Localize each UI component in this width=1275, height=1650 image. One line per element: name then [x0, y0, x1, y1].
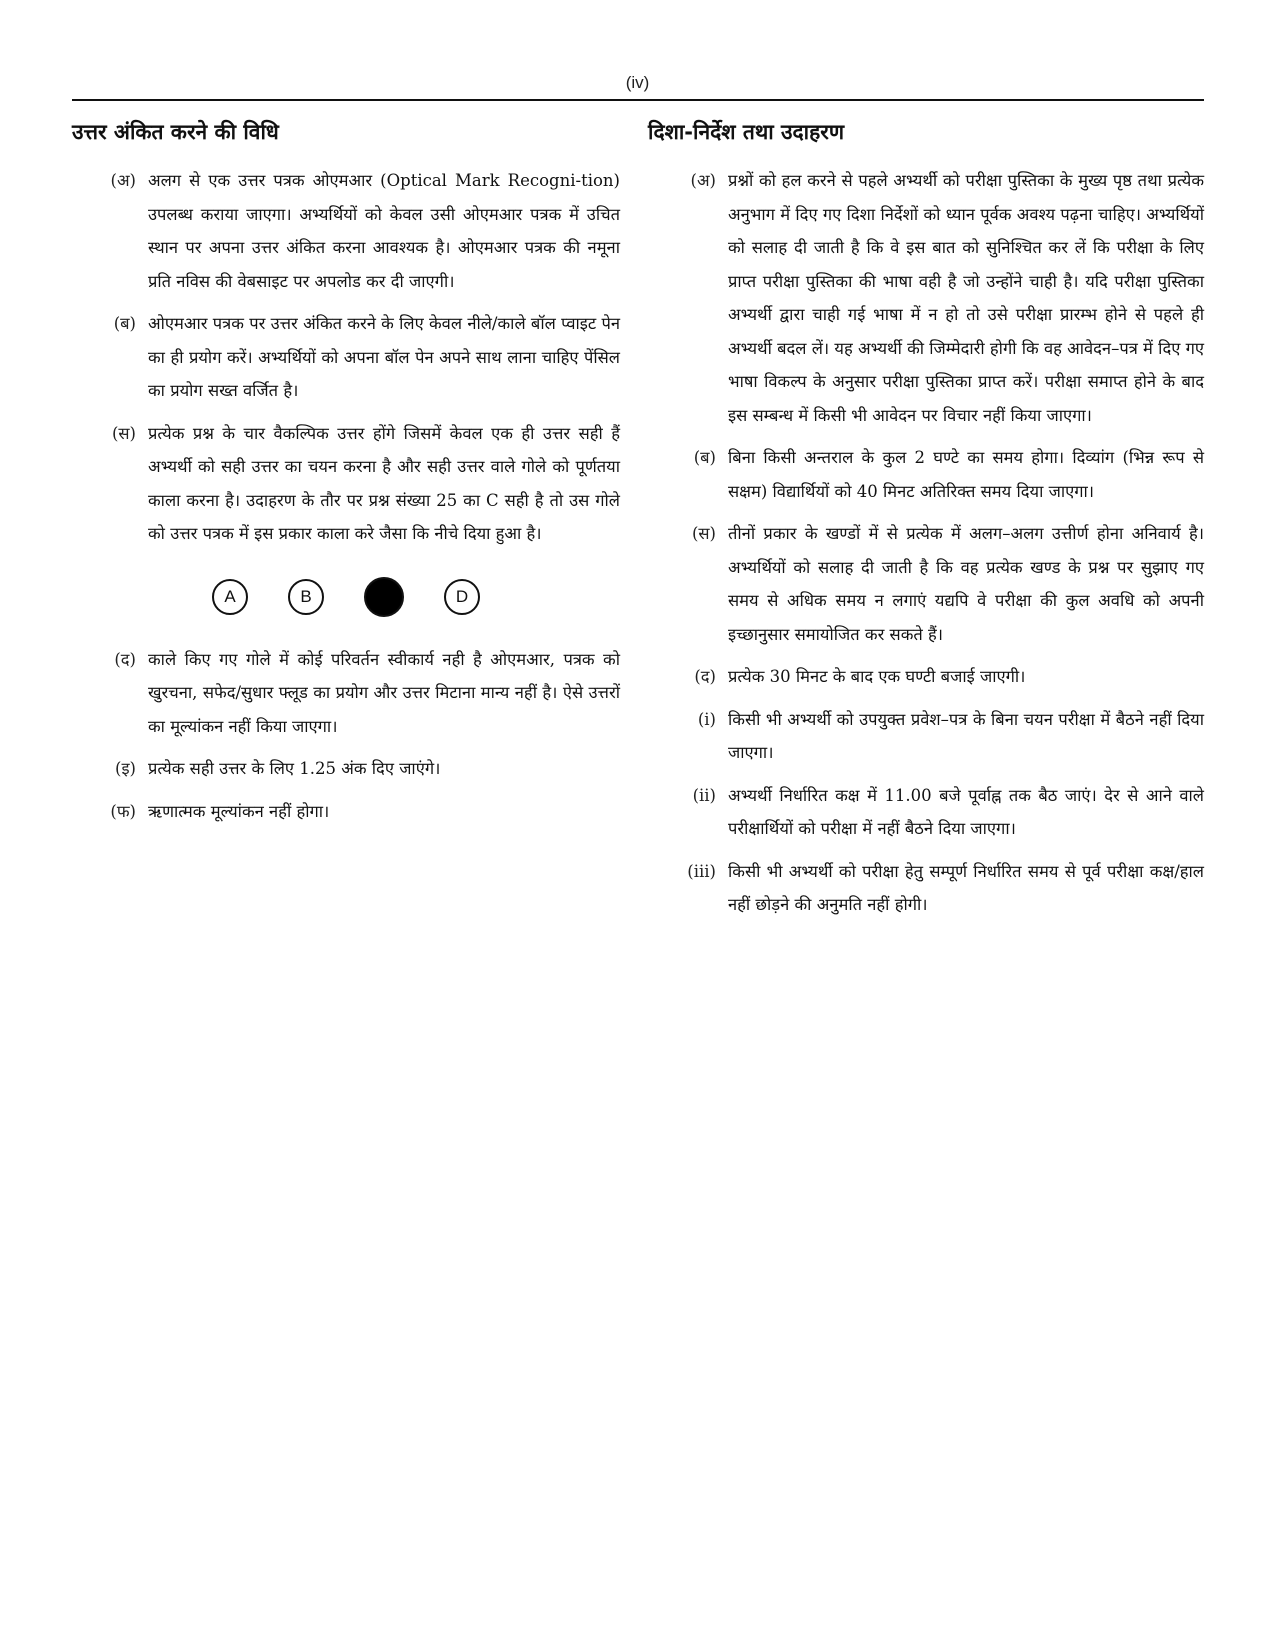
item-marker: (iii) — [687, 861, 716, 881]
list-item — [648, 779, 1204, 846]
bubble-c-filled — [364, 577, 404, 617]
item-text: प्रत्येक सही उत्तर के लिए 1.25 अंक दिए जाएंगे। — [148, 759, 441, 778]
section-heading-directions: दिशा-निर्देश तथा उदाहरण — [648, 120, 845, 144]
item-text: किसी भी अभ्यर्थी को उपयुक्त प्रवेश–पत्र के बिना चयन परीक्षा में बैठने नहीं दिया जाएगा। — [728, 709, 1204, 762]
item-text: प्रत्येक प्रश्न के चार वैकल्पिक उत्तर होंगे जिसमें केवल एक ही उत्तर सही हैं अभ्यर्थी को सही उत्तर का चयन करना है और सही उत्तर वाले गोले को पूर्णतया काला करना है। उदाहरण के तौर पर प्रश्न संख्या 25 का C सही है तो उस गोले को उत्तर पत्रक में इस प्रकार काला करे जैसा कि नीचे दिया हुआ है। — [148, 423, 620, 543]
list-item — [648, 855, 1204, 922]
list-item — [72, 164, 620, 298]
item-text: काले किए गए गोले में कोई परिवर्तन स्वीकार्य नही है ओएमआर, पत्रक को खुरचना, सफेद/सुधार फ्लूड का प्रयोग और उत्तर मिटाना मान्य नहीं है। ऐसे उत्तरों का मूल्यांकन नहीं किया जाएगा। — [148, 649, 620, 736]
item-marker: (ब) — [693, 448, 716, 467]
list-item — [648, 660, 1204, 694]
item-text: प्रश्नों को हल करने से पहले अभ्यर्थी को परीक्षा पुस्तिका के मुख्य पृष्ठ तथा प्रत्येक अनुभाग में दिए गए दिशा निर्देशों को ध्यान पूर्वक अवश्य पढ़ना चाहिए। अभ्यर्थियों को सलाह दी जाती है कि वे इस बात को सुनिश्चित कर लें कि परीक्षा के लिए प्राप्त परीक्षा पुस्तिका की भाषा वही है जो उन्होंने चाही है। यदि परीक्षा पुस्तिका अभ्यर्थी द्वारा चाही गई भाषा में न हो तो उसे परीक्षा प्रारम्भ होने से पहले ही अभ्यर्थी बदल लें। यह अभ्यर्थी की जिम्मेदारी होगी कि वह आवेदन–पत्र में दिए गए भाषा विकल्प के अनुसार परीक्षा पुस्तिका प्राप्त करें। परीक्षा समाप्त होने के बाद इस सम्बन्ध में किसी भी आवेदन पर विचार नहीं किया जाएगा। — [728, 171, 1204, 425]
item-marker: (i) — [697, 709, 716, 729]
list-item — [648, 703, 1204, 770]
bubble-d: D — [444, 579, 480, 615]
item-text: तीनों प्रकार के खण्डों में से प्रत्येक में अलग–अलग उत्तीर्ण होना अनिवार्य है। अभ्यर्थियों को सलाह दी जाती है कि वह प्रत्येक खण्ड के प्रश्न पर सुझाए गए समय से अधिक समय न लगाएं यद्यपि वे परीक्षा की कुल अवधि को अपनी इच्छानुसार समायोजित कर सकते हैं। — [728, 524, 1204, 644]
item-text: किसी भी अभ्यर्थी को परीक्षा हेतु सम्पूर्ण निर्धारित समय से पूर्व परीक्षा कक्ष/हाल नहीं छोड़ने की अनुमति नहीं होगी। — [728, 861, 1204, 914]
directions-section — [648, 114, 1204, 931]
omr-bubble-example — [72, 577, 620, 617]
item-marker: (अ) — [110, 171, 136, 190]
item-text: ओएमआर पत्रक पर उत्तर अंकित करने के लिए केवल नीले/काले बॉल प्वाइट पेन का ही प्रयोग करें। अभ्यर्थियों को अपना बॉल पेन अपने साथ लाना चाहिए पेंसिल का प्रयोग सख्त वर्जित है। — [148, 314, 620, 400]
item-text: ऋणात्मक मूल्यांकन नहीं होगा। — [148, 801, 330, 821]
list-item — [72, 417, 620, 551]
header-rule — [72, 99, 1204, 101]
list-item — [72, 307, 620, 408]
item-marker: (इ) — [115, 759, 136, 778]
item-marker: (स) — [691, 524, 716, 543]
list-item — [648, 441, 1204, 508]
item-marker: (अ) — [690, 171, 716, 190]
item-marker: (ब) — [113, 314, 136, 333]
list-item — [648, 164, 1204, 432]
item-marker: (स) — [111, 423, 136, 443]
page-number: (iv) — [625, 73, 650, 92]
item-text: प्रत्येक 30 मिनट के बाद एक घण्टी बजाई जाएगी। — [728, 667, 1026, 686]
section-heading-answer-marking: उत्तर अंकित करने की विधि — [72, 120, 279, 144]
list-item — [72, 752, 620, 786]
answer-marking-section — [72, 114, 620, 837]
item-marker: (फ) — [110, 801, 136, 821]
item-marker: (द) — [114, 649, 136, 669]
item-marker: (द) — [694, 667, 716, 686]
list-item — [72, 643, 620, 744]
list-item — [72, 795, 620, 829]
bubble-b: B — [288, 579, 324, 615]
item-text: बिना किसी अन्तराल के कुल 2 घण्टे का समय होगा। दिव्यांग (भिन्न रूप से सक्षम) विद्यार्थियों को 40 मिनट अतिरिक्त समय दिया जाएगा। — [728, 448, 1204, 501]
item-text: अभ्यर्थी निर्धारित कक्ष में 11.00 बजे पूर्वाह्न तक बैठ जाएं। देर से आने वाले परीक्षार्थियों को परीक्षा में नहीं बैठने दिया जाएगा। — [728, 785, 1204, 838]
item-marker: (ii) — [692, 785, 716, 805]
bubble-a: A — [212, 579, 248, 615]
list-item — [648, 517, 1204, 651]
item-text: अलग से एक उत्तर पत्रक ओएमआर (Optical Mark Recogni-tion) उपलब्ध कराया जाएगा। अभ्यर्थियों को केवल उसी ओएमआर पत्रक में उचित स्थान पर अपना उत्तर अंकित करना आवश्यक है। ओएमआर पत्रक की नमूना प्रति नविस की वेबसाइट पर अपलोड कर दी जाएगी। — [148, 171, 620, 291]
